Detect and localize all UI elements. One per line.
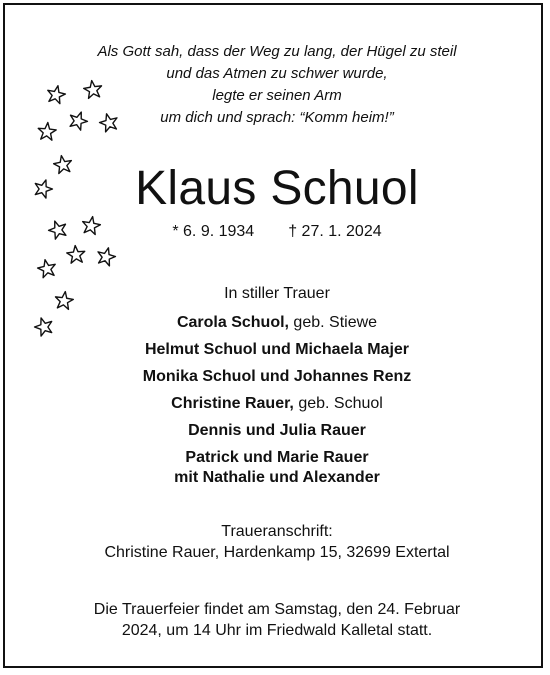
life-dates bbox=[5, 222, 549, 242]
address-text: Christine Rauer, Hardenkamp 15, 32699 Extertal bbox=[104, 544, 450, 561]
poem-line: Als Gott sah, dass der Weg zu lang, der Hügel zu steil bbox=[97, 43, 457, 60]
mourner-line: Helmut Schuol und Michaela Majer bbox=[144, 341, 410, 358]
mourner-line: Patrick und Marie Rauer bbox=[185, 449, 369, 466]
star-outline-icon bbox=[36, 258, 57, 279]
mourner-line: Dennis und Julia Rauer bbox=[188, 422, 366, 439]
mourner-name: Christine Rauer, bbox=[171, 395, 294, 412]
star-outline-icon bbox=[66, 245, 85, 264]
funeral-info-line: 2024, um 14 Uhr im Friedwald Kalletal statt. bbox=[121, 622, 433, 639]
mourner-maiden-name: geb. Schuol bbox=[293, 395, 383, 412]
funeral-info-line: Die Trauerfeier findet am Samstag, den 24. Februar bbox=[93, 601, 461, 618]
poem-line: um dich und sprach: “Komm heim!” bbox=[160, 109, 394, 126]
star-outline-icon bbox=[95, 245, 117, 266]
mourning-intro: In stiller Trauer bbox=[224, 285, 330, 302]
poem-line: und das Atmen zu schwer wurde, bbox=[166, 65, 388, 82]
mourner-line: mit Nathalie und Alexander bbox=[174, 469, 380, 486]
deceased-name: Klaus Schuol bbox=[135, 162, 419, 215]
mourner-line bbox=[5, 311, 549, 335]
address-label: Traueranschrift: bbox=[221, 523, 333, 540]
obituary-notice bbox=[3, 3, 543, 668]
mourner-name: Carola Schuol, bbox=[176, 314, 289, 331]
mourner-line bbox=[5, 392, 549, 416]
death-date: † 27. 1. 2024 bbox=[288, 223, 382, 240]
mourner-maiden-name: geb. Stiewe bbox=[288, 314, 378, 331]
poem-line: legte er seinen Arm bbox=[212, 87, 342, 104]
birth-date: * 6. 9. 1934 bbox=[172, 223, 255, 240]
mourner-line: Monika Schuol und Johannes Renz bbox=[142, 368, 412, 385]
